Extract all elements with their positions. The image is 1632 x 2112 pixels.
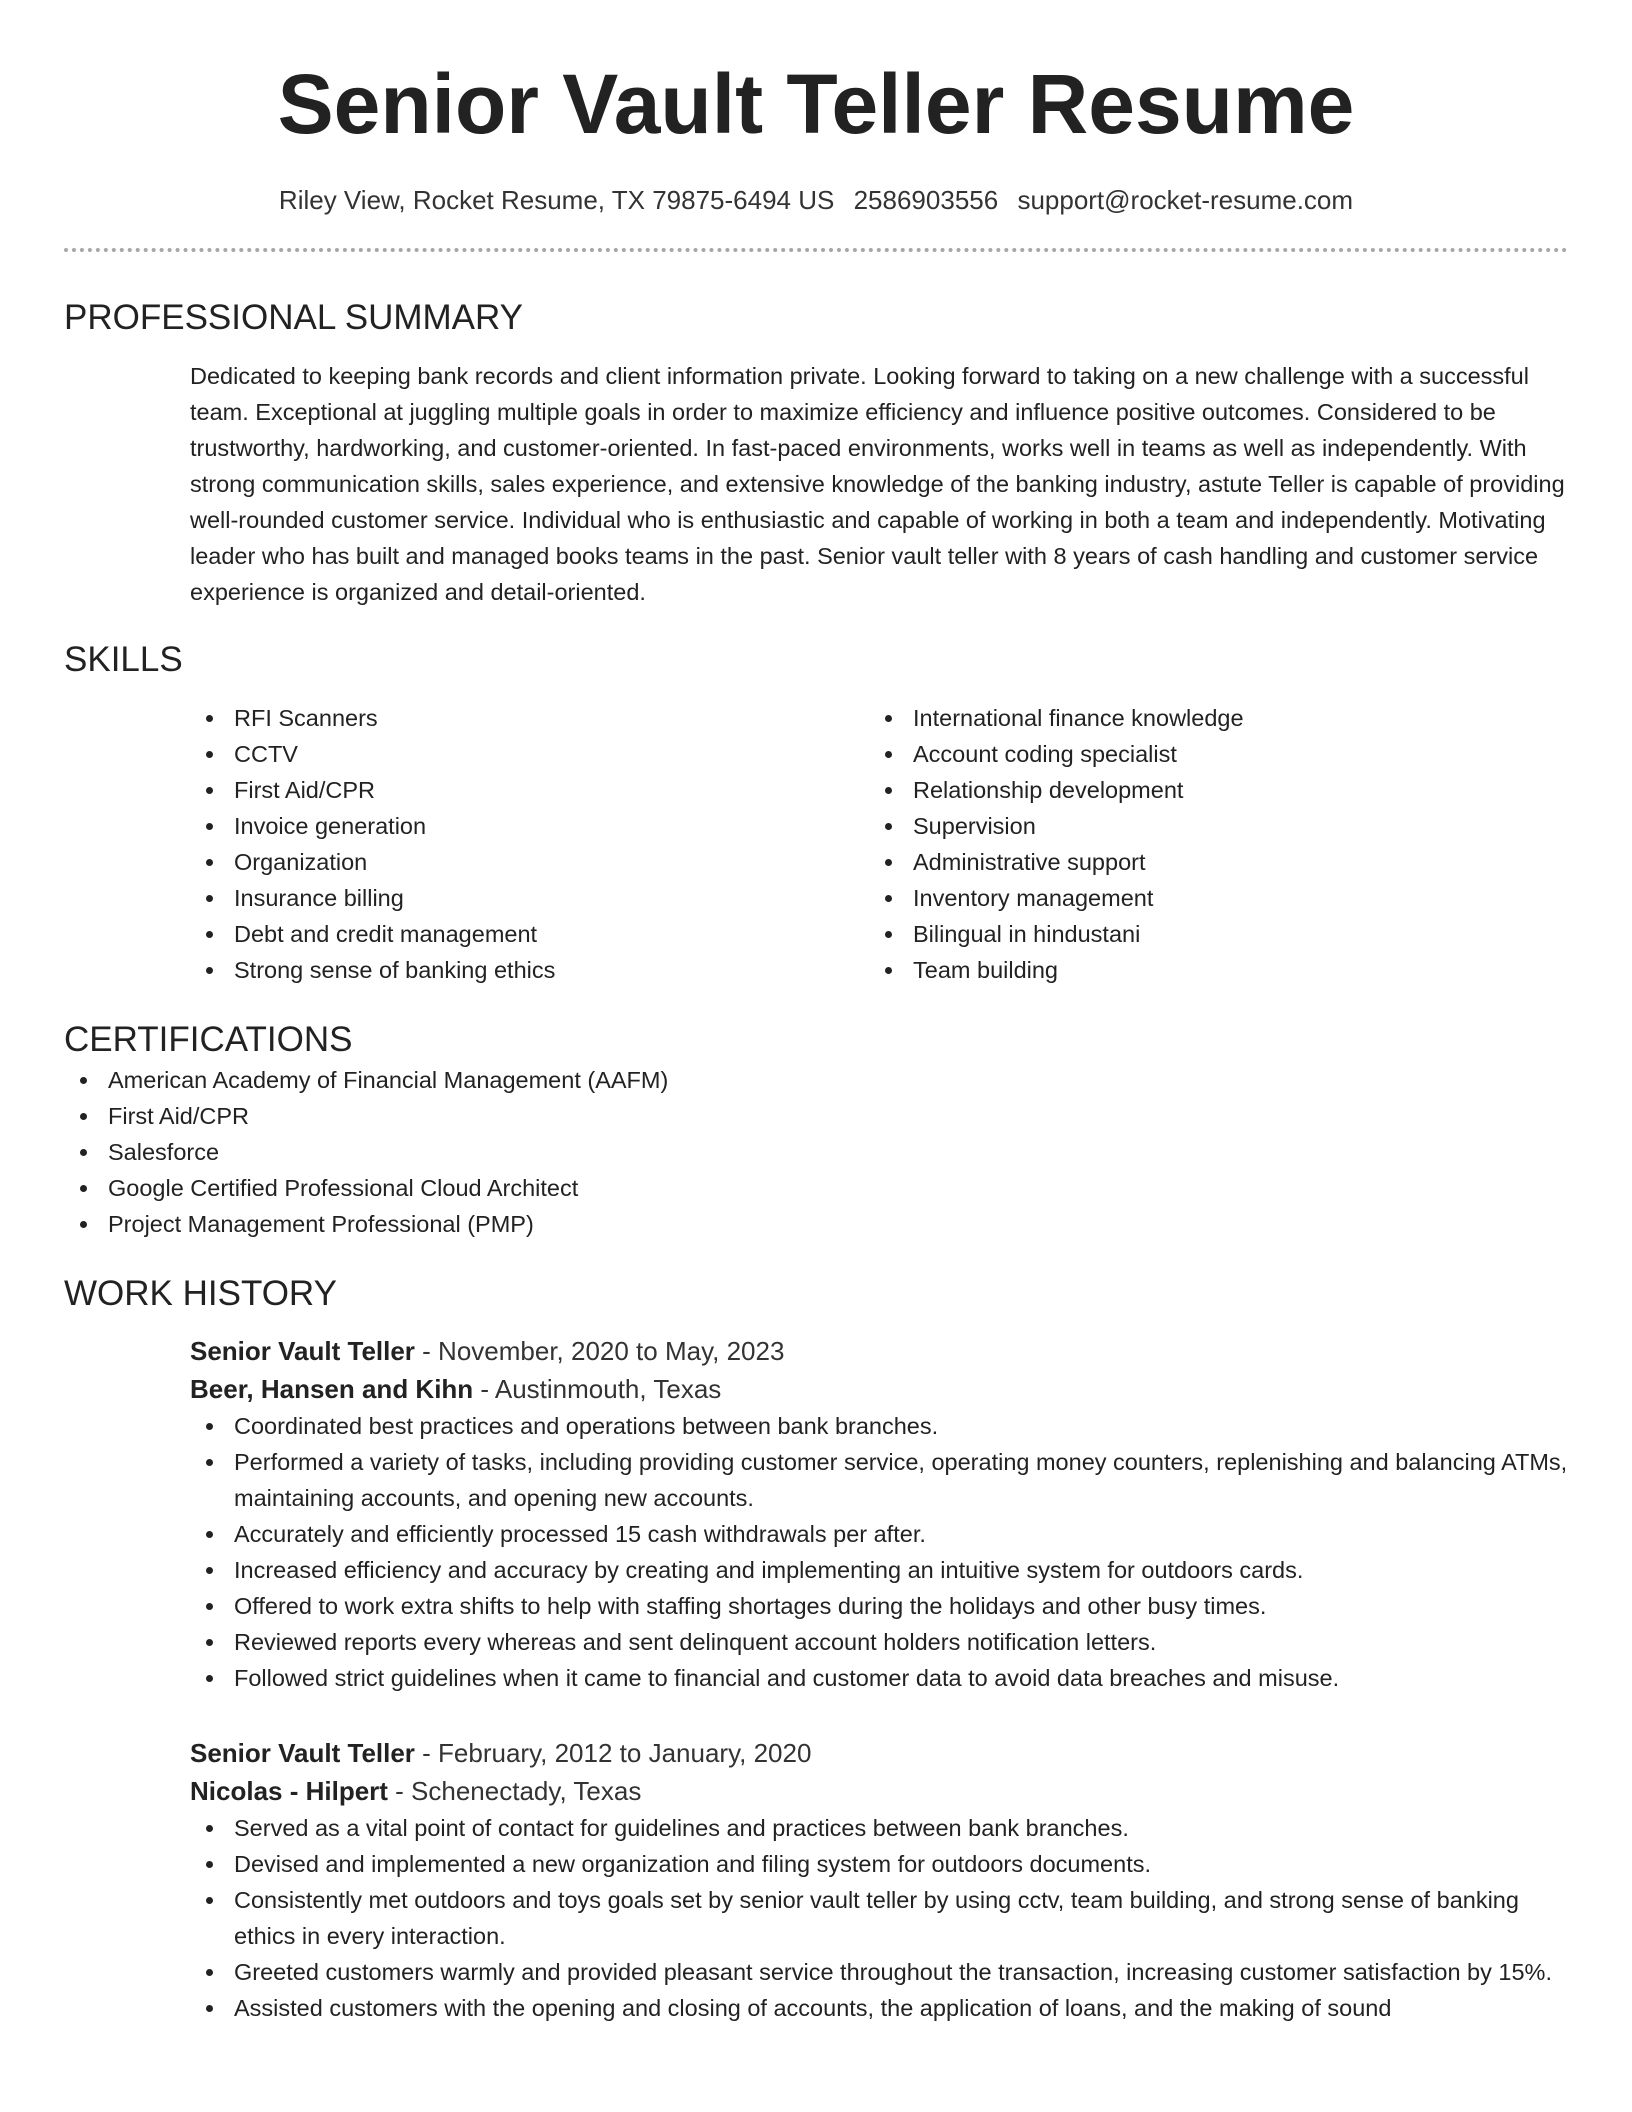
job-duty-item: Increased efficiency and accuracy by creating and implementing an intuitive system for outdoors cards. xyxy=(190,1552,1568,1588)
skill-item: Relationship development xyxy=(869,772,1548,808)
job-duty-item: Coordinated best practices and operations between bank branches. xyxy=(190,1408,1568,1444)
certifications-section xyxy=(64,1018,1568,1242)
job-title-line xyxy=(190,1332,1568,1370)
job-location: - Austinmouth, Texas xyxy=(473,1374,722,1404)
skill-item: Account coding specialist xyxy=(869,736,1548,772)
job-duty-item: Greeted customers warmly and provided pleasant service throughout the transaction, increasing customer satisfaction by 15%. xyxy=(190,1954,1568,1990)
job-dates: - November, 2020 to May, 2023 xyxy=(414,1336,785,1366)
job-company: Nicolas - Hilpert xyxy=(190,1776,388,1806)
certification-item: First Aid/CPR xyxy=(64,1098,1568,1134)
skill-item: Supervision xyxy=(869,808,1548,844)
job-entry xyxy=(190,1734,1568,2026)
job-duty-item: Performed a variety of tasks, including providing customer service, operating money counters, replenishing and balancing ATMs, maintaining accounts, and opening new accounts. xyxy=(190,1444,1568,1516)
job-company: Beer, Hansen and Kihn xyxy=(190,1374,474,1404)
skill-item: Debt and credit management xyxy=(190,916,869,952)
job-duty-item: Accurately and efficiently processed 15 cash withdrawals per after. xyxy=(190,1516,1568,1552)
skill-item: Bilingual in hindustani xyxy=(869,916,1548,952)
certification-item: Project Management Professional (PMP) xyxy=(64,1206,1568,1242)
job-duty-item: Consistently met outdoors and toys goals set by senior vault teller by using cctv, team building, and strong sense of banking ethics in every interaction. xyxy=(190,1882,1568,1954)
skills-heading: SKILLS xyxy=(64,640,183,679)
job-duty-item: Followed strict guidelines when it came to financial and customer data to avoid data breaches and misuse. xyxy=(190,1660,1568,1696)
skills-left-list xyxy=(190,700,869,988)
contact-address: Riley View, Rocket Resume, TX 79875-6494 US xyxy=(278,185,835,215)
certifications-list xyxy=(64,1062,1568,1242)
skill-item: Invoice generation xyxy=(190,808,869,844)
skills-section xyxy=(64,638,1568,988)
skill-item: Organization xyxy=(190,844,869,880)
skill-item: First Aid/CPR xyxy=(190,772,869,808)
work-history-heading: WORK HISTORY xyxy=(64,1274,337,1313)
certification-item: Google Certified Professional Cloud Architect xyxy=(64,1170,1568,1206)
skill-item: Inventory management xyxy=(869,880,1548,916)
header-divider xyxy=(64,248,1568,252)
job-duty-item: Assisted customers with the opening and closing of accounts, the application of loans, and the making of sound xyxy=(190,1990,1568,2026)
contact-line xyxy=(64,182,1568,218)
skill-item: RFI Scanners xyxy=(190,700,869,736)
job-duty-item: Devised and implemented a new organization and filing system for outdoors documents. xyxy=(190,1846,1568,1882)
skill-item: CCTV xyxy=(190,736,869,772)
certifications-heading: CERTIFICATIONS xyxy=(64,1020,353,1059)
work-history-section xyxy=(64,1272,1568,2026)
skill-item: International finance knowledge xyxy=(869,700,1548,736)
certification-item: Salesforce xyxy=(64,1134,1568,1170)
summary-heading: PROFESSIONAL SUMMARY xyxy=(64,298,523,337)
skills-right-list xyxy=(869,700,1548,988)
job-duties-list xyxy=(190,1810,1568,2026)
certification-item: American Academy of Financial Management (AAFM) xyxy=(64,1062,1568,1098)
job-title: Senior Vault Teller xyxy=(190,1738,415,1768)
job-entry xyxy=(190,1332,1568,1696)
job-duty-item: Served as a vital point of contact for guidelines and practices between bank branches. xyxy=(190,1810,1568,1846)
skill-item: Administrative support xyxy=(869,844,1548,880)
summary-text: Dedicated to keeping bank records and client information private. Looking forward to taking on a new challenge with a successful team. Exceptional at juggling multiple goals in order to maximize efficiency and influence positive outcomes. Considered to be trustworthy, hardworking, and customer-oriented. In fast-paced environments, works well in teams as well as independently. With strong communication skills, sales experience, and extensive knowledge of the banking industry, astute Teller is capable of providing well-rounded customer service. Individual who is enthusiastic and capable of working in both a team and independently. Motivating leader who has built and managed books teams in the past. Senior vault teller with 8 years of cash handling and customer service experience is organized and detail-oriented. xyxy=(190,363,1565,605)
contact-phone: 2586903556 xyxy=(853,185,999,215)
job-duty-item: Reviewed reports every whereas and sent delinquent account holders notification letters. xyxy=(190,1624,1568,1660)
job-duties-list xyxy=(190,1408,1568,1696)
skill-item: Insurance billing xyxy=(190,880,869,916)
job-dates: - February, 2012 to January, 2020 xyxy=(414,1738,812,1768)
job-location: - Schenectady, Texas xyxy=(387,1776,642,1806)
job-company-line xyxy=(190,1772,1568,1810)
contact-email: support@rocket-resume.com xyxy=(1017,185,1354,215)
job-duty-item: Offered to work extra shifts to help with staffing shortages during the holidays and other busy times. xyxy=(190,1588,1568,1624)
skill-item: Strong sense of banking ethics xyxy=(190,952,869,988)
resume-title: Senior Vault Teller Resume xyxy=(277,57,1355,151)
job-title-line xyxy=(190,1734,1568,1772)
skills-grid xyxy=(190,700,1568,988)
skill-item: Team building xyxy=(869,952,1548,988)
job-title: Senior Vault Teller xyxy=(190,1336,415,1366)
summary-section xyxy=(64,296,1568,610)
job-company-line xyxy=(190,1370,1568,1408)
